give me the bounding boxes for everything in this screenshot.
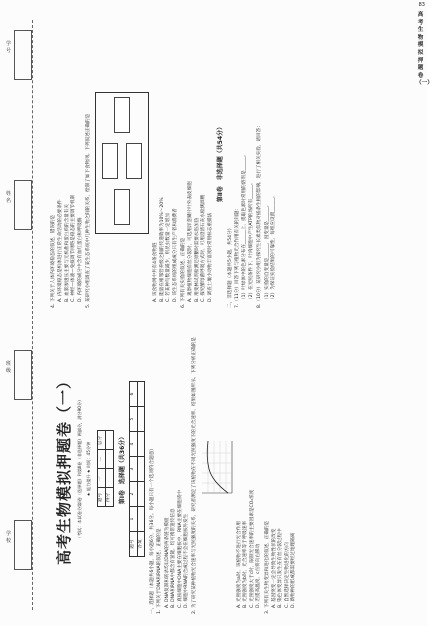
score-header: 二	[97, 450, 105, 469]
answer-cell[interactable]	[137, 482, 144, 507]
page-number: 83	[418, 2, 425, 8]
diagram-node	[114, 189, 130, 225]
score-cell[interactable]	[105, 431, 113, 450]
binding-margin	[0, 0, 43, 626]
option: A. 该食物网中共有4条食物链	[153, 242, 159, 302]
question-stem: 4. 下列关于人体内环境稳态的叙述，错误的是	[51, 214, 56, 308]
answer-cell[interactable]	[137, 457, 144, 482]
answer-number: 1	[130, 507, 137, 532]
question-1	[157, 324, 190, 614]
option: B. 染色体变异只发生在有丝分裂过程中	[278, 528, 284, 608]
option: A. 观察植物细胞有丝分裂时，可选用洋葱鳞片叶外表皮细胞	[188, 181, 194, 302]
option: D. 细胞中RNA的合成过程不会在细胞核外发生	[184, 513, 190, 608]
question-8-part-2: （2）为保证实验结果的可靠性，每组应设置______。	[270, 193, 276, 302]
option: A. DNA复制和转录均以DNA的两条链为模板	[164, 517, 170, 608]
question-8-part-1: （1）实验的自变量是______，因变量是______。	[264, 202, 270, 302]
right-column	[51, 18, 277, 308]
score-cell[interactable]	[105, 450, 113, 469]
answer-number: 5	[130, 407, 137, 432]
option: C. 探究酵母菌呼吸方式时，可用澄清石灰水检测酒精	[201, 194, 207, 302]
question-2	[192, 324, 262, 614]
score-row-label: 得分	[105, 488, 113, 507]
option: B. 血浆渗透压主要与无机盐和蛋白质的含量有关	[64, 204, 70, 302]
option: A. 光照强度为a时，该植物不进行光合作用	[236, 521, 242, 608]
answer-cell[interactable]	[137, 507, 144, 532]
question-7-part-1: （1）叶绿体中的色素分布在______上，提取色素时常用的溶剂是______。	[242, 152, 248, 302]
option: B. 光照强度为b时，光合速率等于呼吸速率	[243, 520, 249, 608]
option: B. 用斐林试剂检测还原糖时需要水浴加热	[194, 217, 200, 302]
question-stem: 1. 下列关于DNA和RNA的叙述，正确的是	[157, 528, 163, 614]
question-stem: 6. 下列有关实验的叙述，正确的是	[181, 237, 187, 308]
question-stem: 2. 为了研究某种植物光合速率与光照强度的关系，研究者测定了该植物在不同光照强度下的光合速率，结果如图所示。下列分析正确的是	[192, 337, 198, 614]
question-8-stem: 8.（10分）某研究小组为探究生长素类似物对插条生根的影响，进行了相关实验，请回答：	[257, 123, 263, 308]
school-box[interactable]	[14, 520, 32, 570]
part2-title: 第Ⅱ卷 非选择题（共54分）	[217, 123, 225, 203]
option: D. 新物种的形成都需要经过地理隔离	[291, 532, 297, 608]
option: B. DNA和RNA中都含有氢键，均可携带遗传信息	[171, 508, 177, 608]
margin-label-id: 学号	[5, 41, 11, 54]
margin-label-school: 学校	[5, 531, 11, 544]
exam-subtitle: （考试：本试卷分第Ⅰ卷（选择题）和第Ⅱ卷（非选择题）两部分，满分90分）	[77, 397, 82, 541]
option: D. 内环境的成分中含有血红蛋白和呼吸酶	[77, 217, 83, 302]
food-web-diagram	[95, 92, 149, 234]
score-header: 总分	[97, 431, 105, 450]
answer-number: 6	[130, 382, 137, 407]
score-header: 一	[97, 469, 105, 488]
option: C. 神经—体液—免疫调节网络是稳态的主要调节机制	[71, 194, 77, 302]
answer-table	[129, 381, 145, 557]
question-6	[181, 18, 214, 308]
id-box[interactable]	[14, 30, 32, 80]
question-5	[86, 18, 179, 308]
option: A. 基因突变一定会导致生物性状的改变	[271, 528, 277, 608]
answer-cell[interactable]	[137, 432, 144, 457]
photosynthesis-graph	[200, 439, 236, 499]
option: B. 能量在相邻营养级之间的传递效率为10%～20%	[159, 197, 165, 302]
rotated-sheet	[43, 0, 403, 626]
margin-label-class: 班级	[5, 361, 11, 374]
exam-title: 高考生物模拟押题卷（一）	[55, 373, 73, 566]
score-table	[97, 431, 114, 508]
option: A. 内环境稳态是机体进行正常生命活动的必要条件	[58, 199, 64, 302]
answer-number: 3	[130, 457, 137, 482]
score-cell[interactable]	[105, 469, 113, 488]
question-stem: 3. 下列有关生物变异和进化的叙述，正确的是	[264, 520, 270, 614]
margin-label-name: 姓名	[5, 191, 11, 204]
option: C. 若某种鸟数量减少，则昆虫数量一定增加	[166, 213, 172, 302]
diagram-node	[126, 143, 142, 179]
answer-number: 2	[130, 482, 137, 507]
score-header: 题号	[97, 488, 105, 507]
option: D. 该生态系统的组成成分只有生产者和消费者	[172, 208, 178, 302]
answer-cell[interactable]	[137, 382, 144, 407]
question-7-part-2: （2）在光照条件下，叶肉细胞中产生ATP的场所有______。	[248, 180, 254, 302]
option: D. 调查土壤小动物丰富度时常用标志重捕法	[207, 212, 213, 302]
part2-instruction: 二、非选择题（本题共5小题，共54分）	[227, 225, 233, 308]
option: D. 若提高温度，c点将向右移动	[256, 543, 262, 608]
question-stem: 5. 某研究小组调查了某生态系统中几种生物之间的关系，绘制了如下食物网。下列叙述正确的是	[86, 113, 92, 308]
question-7-stem: 7.（11分）回答下列与植物光合作用有关的问题：	[234, 205, 240, 308]
part1-instruction: 一、选择题（本题共6小题，每小题6分，共36分。每小题只有一个选项符合题意）	[150, 446, 156, 614]
question-3	[265, 324, 298, 614]
class-box[interactable]	[14, 350, 32, 400]
option: C. 真核细胞中DNA主要在细胞核中，RNA主要在细胞质中	[177, 490, 183, 608]
exam-note: ★ 能力提升 ★ 时间：45分钟	[86, 441, 92, 497]
option: C. 光照强度大于c时，限制光合速率的主要因素是CO₂浓度	[249, 489, 255, 608]
part1-title: 第Ⅰ卷 选择题（共36分）	[118, 433, 126, 505]
option: C. 自然选择决定生物进化的方向	[284, 542, 290, 608]
answer-row-label: 题号	[130, 532, 137, 557]
question-4	[51, 18, 84, 308]
answer-number: 4	[130, 432, 137, 457]
side-title-strip: 高考生物模拟押题卷（一）	[416, 12, 433, 87]
answer-cell[interactable]	[137, 407, 144, 432]
diagram-node	[114, 97, 130, 133]
left-column	[51, 324, 298, 614]
name-box[interactable]	[14, 180, 32, 230]
diagram-node	[102, 143, 118, 179]
cut-line	[32, 20, 33, 610]
answer-row2-label: 答案	[137, 532, 144, 557]
